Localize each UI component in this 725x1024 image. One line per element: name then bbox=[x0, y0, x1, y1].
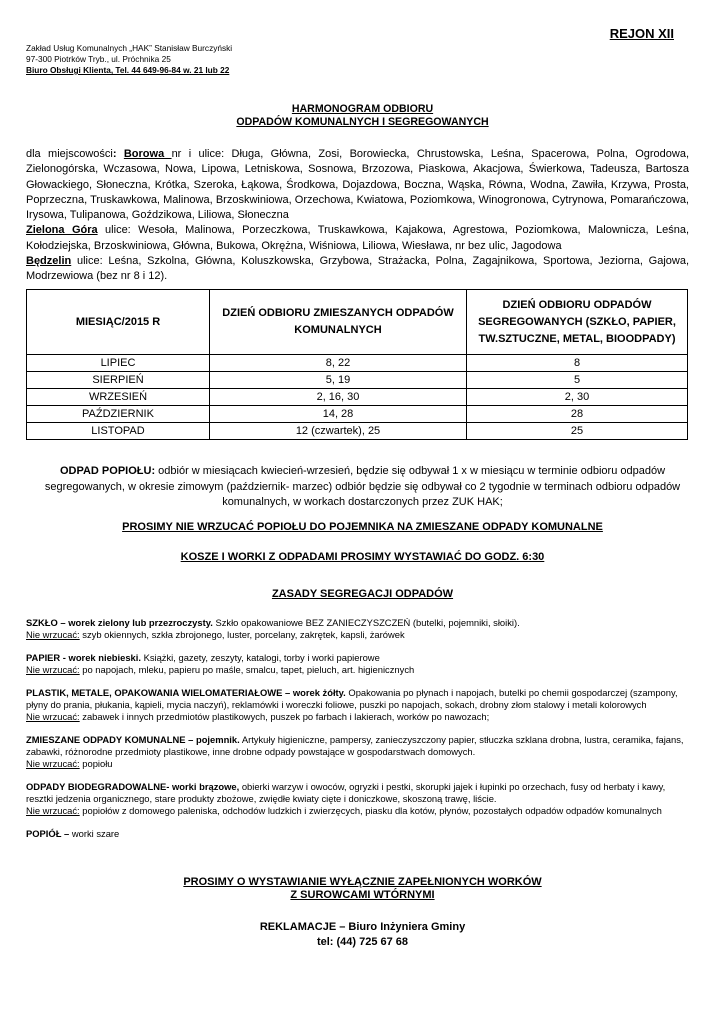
complaints-phone: tel: (44) 725 67 68 bbox=[316, 936, 409, 948]
rule-paper-no-label: Nie wrzucać: bbox=[26, 664, 80, 675]
table-header-row bbox=[27, 290, 688, 355]
rule-glass-no-label: Nie wrzucać: bbox=[26, 629, 80, 640]
rule-mixed-head: ZMIESZANE ODPADY KOMUNALNE – pojemnik. bbox=[26, 734, 240, 745]
rule-glass bbox=[26, 617, 692, 641]
cell-segregated: 8 bbox=[467, 355, 688, 372]
time-notice: KOSZE I WORKI Z ODPADAMI PROSIMY WYSTAWIAĆ DO GODZ. 6:30 bbox=[180, 551, 545, 563]
rule-glass-text: Szkło opakowaniowe BEZ ZANIECZYSZCZEŃ (butelki, pojemniki, słoiki). bbox=[212, 617, 520, 628]
cell-segregated: 28 bbox=[467, 406, 688, 423]
rule-bio-text: obierki warzyw i owoców, ogryzki i pestki, skorupki jajek i łupinki po orzechach, fusy od herbaty i kawy, resztki jedzenia organicznego, stare produkty zbożowe, zwiędłe kwiaty cięte i doniczkowe, skoszoną trawę, liście. bbox=[26, 781, 666, 804]
rule-paper-no-text: po napojach, mleku, papieru po maśle, smalcu, tapet, pieluch, art. higienicznych bbox=[79, 664, 415, 675]
rule-mixed-no-text: popiołu bbox=[79, 758, 113, 769]
streets-colon: : bbox=[112, 148, 124, 160]
cell-mixed: 2, 16, 30 bbox=[210, 389, 467, 406]
rule-glass-no-text: szyb okiennych, szkła zbrojonego, luster, porcelany, zakrętek, kapsli, żarówek bbox=[79, 629, 405, 640]
header-month: MIESIĄC/2015 R bbox=[27, 290, 210, 355]
rule-plastic bbox=[26, 687, 692, 723]
ash-text: odbiór w miesiącach kwiecień-wrzesień, będzie się odbywał 1 x w miesiącu w terminie odbioru odpadów segregowanych, w okresie zimowym (październik- marzec) odbiór będzie się odbywał co 2 tygodnie w terminach odbioru odpadów komunalnych, w workach dostarczonych przez ZUK HAK; bbox=[44, 465, 681, 508]
town-borowa: Borowa bbox=[123, 148, 172, 160]
rule-mixed-text: Artykuły higieniczne, pampersy, zanieczyszczony papier, stłuczka szklana drobna, lustra, ceramika, fajans, zabawki, różnorodne przedmioty plastikowe, inne drobne odpady powstające w gospodarstwach domowych. bbox=[26, 734, 684, 757]
town-zielona-gora: Zielona Góra bbox=[26, 224, 98, 237]
streets-paragraph bbox=[26, 147, 689, 284]
rule-plastic-no-label: Nie wrzucać: bbox=[26, 711, 80, 722]
cell-month: LIPIEC bbox=[27, 355, 210, 372]
document-title bbox=[0, 103, 725, 129]
header-mixed-waste: DZIEŃ ODBIORU ZMIESZANYCH ODPADÓW KOMUNALNYCH bbox=[210, 290, 467, 355]
request-line-1: PROSIMY O WYSTAWIANIE WYŁĄCZNIE ZAPEŁNIONYCH WORKÓW bbox=[183, 876, 542, 888]
table-row bbox=[27, 423, 688, 440]
rule-plastic-no-text: zabawek i innych przedmiotów plastikowych, puszek po farbach i lakierach, worków po nawozach; bbox=[79, 711, 490, 722]
cell-mixed: 14, 28 bbox=[210, 406, 467, 423]
ash-info bbox=[30, 464, 695, 511]
rule-glass-head: SZKŁO – worek zielony lub przezroczysty. bbox=[26, 617, 213, 628]
table-row bbox=[27, 355, 688, 372]
rule-bio-head: ODPADY BIODEGRADOWALNE- worki brązowe, bbox=[26, 781, 240, 792]
complaints-info bbox=[0, 920, 725, 950]
town-bedzelin-streets: ulice: Leśna, Szkolna, Główna, Koluszkowska, Grzybowa, Strażacka, Polna, Zagajnikowa, Sportowa, Jeziorna, Gajowa, Modrzewiowa (bez nr 8 i 12). bbox=[26, 254, 689, 282]
rule-paper-head: PAPIER - worek niebieski. bbox=[26, 652, 141, 663]
rule-ash-head: POPIÓŁ – bbox=[26, 828, 70, 839]
title-line-2: ODPADÓW KOMUNALNYCH I SEGREGOWANYCH bbox=[236, 116, 489, 128]
request-line-2: Z SUROWCAMI WTÓRNYMI bbox=[290, 889, 435, 901]
streets-intro: dla miejscowości bbox=[26, 148, 113, 160]
request-notice bbox=[0, 876, 725, 902]
company-contact: Biuro Obsługi Klienta, Tel. 44 649-96-84 w. 21 lub 22 bbox=[26, 65, 230, 75]
rules-title: ZASADY SEGREGACJI ODPADÓW bbox=[271, 588, 454, 600]
table-row bbox=[27, 372, 688, 389]
town-borowa-streets: nr i ulice: Długa, Główna, Zosi, Borowiecka, Chrustowska, Leśna, Spacerowa, Polna, Ogrodowa, Zielonogórska, Wczasowa, Nowa, Lipowa, Letniskowa, Sosnowa, Brzozowa, Piaskowa, Akacjowa, Świerkowa, Tadeusza, Bartosza Głowackiego, Słoneczna, Krótka, Szeroka, Łąkowa, Środkowa, Dojazdowa, Boczna, Wąska, Równa, Wodna, Zawiła, Krzywa, Prosta, Poprzeczna, Truskawkowa, Malinowa, Brzoskwiniowa, Orzechowa, Kwiatowa, Poziomkowa, Winogronowa, Cytrynowa, Pomarańczowa, Irysowa, Tulipanowa, Goździkowa, Liliowa, Słoneczna bbox=[26, 148, 689, 221]
rule-paper-text: Książki, gazety, zeszyty, katalogi, torby i worki papierowe bbox=[140, 652, 380, 663]
rule-bio bbox=[26, 781, 692, 817]
rule-mixed bbox=[26, 734, 692, 770]
rule-plastic-text: Opakowania po płynach i napojach, butelki po chemii gospodarczej (szampony, płyny do prania, płukania, kąpieli, mycia naczyń), reklamówki i woreczki foliowe, puszki po napojach, sokach, drobny złom stalowy i metali kolorowych bbox=[26, 687, 678, 710]
town-zielona-gora-streets: ulice: Wesoła, Malinowa, Porzeczkowa, Truskawkowa, Kajakowa, Agrestowa, Poziomkowa, Malownicza, Leśna, Kołodziejska, Brzoskwiniowa, Główna, Bukowa, Okrężna, Wiśniowa, Liliowa, Wiesława, nr bez ulic, Jagodowa bbox=[26, 224, 689, 252]
schedule-table bbox=[26, 289, 688, 440]
complaints-office: REKLAMACJE – Biuro Inżyniera Gminy bbox=[259, 921, 466, 933]
segregation-rules bbox=[26, 617, 692, 840]
town-bedzelin: Będzelin bbox=[26, 254, 72, 267]
rule-bio-no-label: Nie wrzucać: bbox=[26, 805, 80, 816]
cell-mixed: 5, 19 bbox=[210, 372, 467, 389]
company-info bbox=[26, 43, 232, 76]
rule-ash-bag bbox=[26, 828, 692, 840]
rule-bio-no-text: popiołów z domowego paleniska, odchodów ludzkich i zwierzęcych, piasku dla kotów, płynów, pozostałych odpadów odpadów komunalnych bbox=[79, 805, 662, 816]
rule-paper bbox=[26, 652, 692, 676]
cell-month: WRZESIEŃ bbox=[27, 389, 210, 406]
cell-mixed: 12 (czwartek), 25 bbox=[210, 423, 467, 440]
cell-segregated: 5 bbox=[467, 372, 688, 389]
rule-plastic-head: PLASTIK, METALE, OPAKOWANIA WIELOMATERIAŁOWE – worek żółty. bbox=[26, 687, 346, 698]
rule-ash-text: worki szare bbox=[69, 828, 120, 839]
ash-notice: PROSIMY NIE WRZUCAĆ POPIOŁU DO POJEMNIKA NA ZMIESZANE ODPADY KOMUNALNE bbox=[122, 521, 603, 533]
cell-segregated: 2, 30 bbox=[467, 389, 688, 406]
cell-month: PAŹDZIERNIK bbox=[27, 406, 210, 423]
header-segregated-waste: DZIEŃ ODBIORU ODPADÓW SEGREGOWANYCH (SZKŁO, PAPIER, TW.SZTUCZNE, METAL, BIOODPADY) bbox=[467, 290, 688, 355]
region-label: REJON XII bbox=[609, 26, 674, 41]
company-address: 97-300 Piotrków Tryb., ul. Próchnika 25 bbox=[26, 54, 171, 64]
table-row bbox=[27, 389, 688, 406]
cell-month: SIERPIEŃ bbox=[27, 372, 210, 389]
company-name: Zakład Usług Komunalnych „HAK” Stanisław Burczyński bbox=[26, 43, 233, 53]
rule-mixed-no-label: Nie wrzucać: bbox=[26, 758, 80, 769]
cell-segregated: 25 bbox=[467, 423, 688, 440]
cell-month: LISTOPAD bbox=[27, 423, 210, 440]
ash-label: ODPAD POPIOŁU: bbox=[59, 465, 156, 477]
table-row bbox=[27, 406, 688, 423]
cell-mixed: 8, 22 bbox=[210, 355, 467, 372]
title-line-1: HARMONOGRAM ODBIORU bbox=[291, 103, 434, 115]
